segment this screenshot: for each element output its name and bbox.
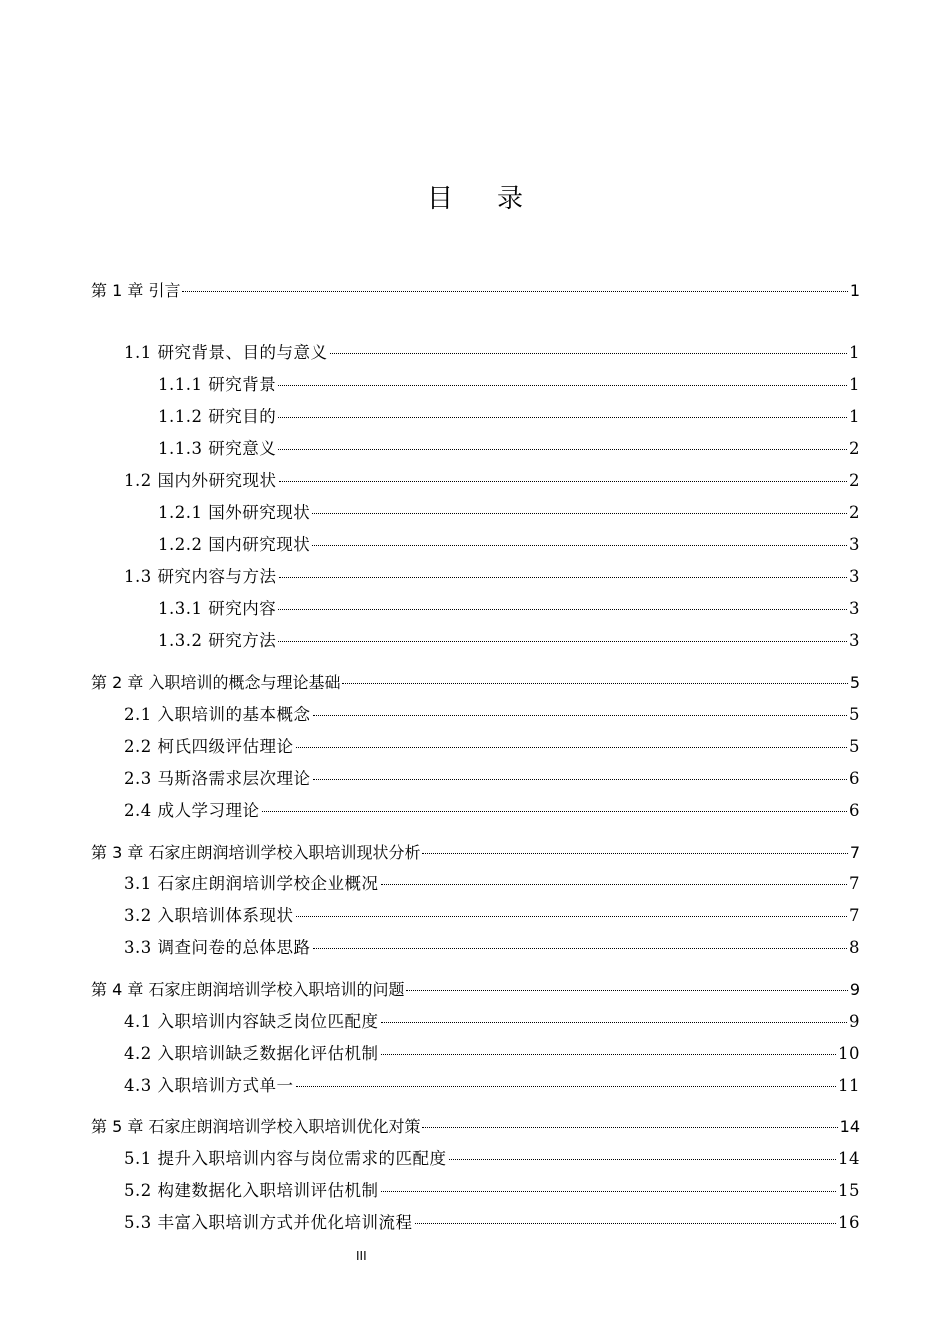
toc-entry-page: 15 bbox=[838, 1181, 860, 1200]
toc-entry-page: 1 bbox=[849, 407, 860, 426]
toc-entry-label: 3.3 调查问卷的总体思路 bbox=[124, 938, 311, 957]
dot-leader bbox=[278, 608, 847, 610]
toc-entry[interactable] bbox=[91, 279, 860, 303]
dot-leader bbox=[381, 1053, 837, 1055]
dot-leader bbox=[422, 1126, 837, 1128]
toc-entry-page: 10 bbox=[838, 1044, 860, 1063]
toc-entry-label: 5.1 提升入职培训内容与岗位需求的匹配度 bbox=[124, 1149, 447, 1168]
dot-leader bbox=[278, 384, 847, 386]
toc-entry[interactable] bbox=[158, 597, 860, 621]
dot-leader bbox=[313, 778, 848, 780]
toc-entry-label: 第 3 章 石家庄朗润培训学校入职培训现状分析 bbox=[91, 843, 421, 862]
toc-entry-label: 1.1.3 研究意义 bbox=[158, 439, 277, 458]
toc-entry-page: 2 bbox=[849, 503, 860, 522]
dot-leader bbox=[381, 883, 848, 885]
toc-entry-label: 2.2 柯氏四级评估理论 bbox=[124, 737, 294, 756]
toc-entry[interactable] bbox=[124, 703, 860, 727]
toc-entry-page: 3 bbox=[849, 567, 860, 586]
toc-entry-page: 2 bbox=[849, 439, 860, 458]
toc-entry[interactable] bbox=[158, 373, 860, 397]
toc-entry-label: 1.2 国内外研究现状 bbox=[124, 471, 277, 490]
toc-entry[interactable] bbox=[124, 1010, 860, 1034]
toc-entry-page: 6 bbox=[849, 801, 860, 820]
dot-leader bbox=[312, 544, 847, 546]
dot-leader bbox=[278, 448, 847, 450]
toc-entry-page: 1 bbox=[849, 375, 860, 394]
toc-entry-page: 7 bbox=[849, 843, 860, 862]
toc-entry[interactable] bbox=[91, 671, 860, 695]
toc-entry-page: 16 bbox=[838, 1213, 860, 1232]
toc-entry-page: 14 bbox=[839, 1117, 860, 1136]
toc-entry-label: 4.2 入职培训缺乏数据化评估机制 bbox=[124, 1044, 379, 1063]
dot-leader bbox=[415, 1222, 837, 1224]
toc-entry-page: 3 bbox=[849, 631, 860, 650]
dot-leader bbox=[381, 1190, 837, 1192]
dot-leader bbox=[449, 1158, 837, 1160]
toc-entry[interactable] bbox=[91, 1115, 860, 1139]
toc-entry-page: 3 bbox=[849, 599, 860, 618]
toc-entry-page: 14 bbox=[838, 1149, 860, 1168]
dot-leader bbox=[278, 416, 847, 418]
dot-leader bbox=[296, 1085, 837, 1087]
toc-entry-page: 5 bbox=[849, 673, 860, 692]
toc-entry[interactable] bbox=[124, 1211, 860, 1235]
dot-leader bbox=[312, 512, 847, 514]
toc-entry[interactable] bbox=[158, 533, 860, 557]
toc-entry-label: 2.1 入职培训的基本概念 bbox=[124, 705, 311, 724]
dot-leader bbox=[182, 290, 847, 292]
toc-entry[interactable] bbox=[158, 437, 860, 461]
toc-entry-page: 6 bbox=[849, 769, 860, 788]
toc-entry-label: 4.3 入职培训方式单一 bbox=[124, 1076, 294, 1095]
toc-entry-label: 第 1 章 引言 bbox=[91, 281, 181, 300]
toc-entry-label: 1.3.2 研究方法 bbox=[158, 631, 277, 650]
dot-leader bbox=[313, 947, 848, 949]
toc-entry-label: 5.3 丰富入职培训方式并优化培训流程 bbox=[124, 1213, 413, 1232]
page-number: III bbox=[356, 1249, 367, 1263]
toc-entry[interactable] bbox=[158, 501, 860, 525]
toc-entry[interactable] bbox=[158, 629, 860, 653]
toc-entry[interactable] bbox=[124, 936, 860, 960]
toc-entry-label: 第 5 章 石家庄朗润培训学校入职培训优化对策 bbox=[91, 1117, 421, 1136]
toc-entry-label: 2.4 成人学习理论 bbox=[124, 801, 260, 820]
toc-entry-label: 1.2.1 国外研究现状 bbox=[158, 503, 311, 522]
toc-entry-label: 第 4 章 石家庄朗润培训学校入职培训的问题 bbox=[91, 980, 405, 999]
toc-entry-page: 3 bbox=[849, 535, 860, 554]
toc-entry-label: 3.2 入职培训体系现状 bbox=[124, 906, 294, 925]
toc-entry-label: 1.2.2 国内研究现状 bbox=[158, 535, 311, 554]
toc-entry-page: 7 bbox=[849, 906, 860, 925]
toc-entry[interactable] bbox=[124, 565, 860, 589]
toc-entry-page: 2 bbox=[849, 471, 860, 490]
dot-leader bbox=[279, 576, 848, 578]
toc-entry[interactable] bbox=[124, 469, 860, 493]
toc-entry-label: 第 2 章 入职培训的概念与理论基础 bbox=[91, 673, 341, 692]
dot-leader bbox=[279, 480, 848, 482]
toc-entry-label: 1.1 研究背景、目的与意义 bbox=[124, 343, 328, 362]
toc-entry-label: 5.2 构建数据化入职培训评估机制 bbox=[124, 1181, 379, 1200]
toc-entry-label: 2.3 马斯洛需求层次理论 bbox=[124, 769, 311, 788]
dot-leader bbox=[406, 989, 847, 991]
toc-entry[interactable] bbox=[124, 767, 860, 791]
toc-entry-label: 1.1.2 研究目的 bbox=[158, 407, 277, 426]
toc-entry[interactable] bbox=[124, 904, 860, 928]
toc-entry[interactable] bbox=[124, 1074, 860, 1098]
toc-entry[interactable] bbox=[91, 841, 860, 865]
toc-entry-label: 3.1 石家庄朗润培训学校企业概况 bbox=[124, 874, 379, 893]
toc-entry-page: 8 bbox=[849, 938, 860, 957]
toc-entry[interactable] bbox=[158, 405, 860, 429]
toc-entry-label: 1.3.1 研究内容 bbox=[158, 599, 277, 618]
dot-leader bbox=[278, 640, 847, 642]
toc-entry[interactable] bbox=[91, 978, 860, 1002]
toc-entry-page: 1 bbox=[849, 343, 860, 362]
toc-entry[interactable] bbox=[124, 799, 860, 823]
toc-entry-page: 7 bbox=[849, 874, 860, 893]
dot-leader bbox=[313, 714, 848, 716]
toc-entry[interactable] bbox=[124, 1179, 860, 1203]
toc-entry-label: 4.1 入职培训内容缺乏岗位匹配度 bbox=[124, 1012, 379, 1031]
toc-entry-page: 9 bbox=[849, 1012, 860, 1031]
toc-entry-page: 9 bbox=[849, 980, 860, 999]
toc-entry[interactable] bbox=[124, 872, 860, 896]
toc-entry-page: 5 bbox=[849, 705, 860, 724]
dot-leader bbox=[330, 352, 848, 354]
toc-title: 目录 bbox=[426, 184, 567, 214]
dot-leader bbox=[422, 852, 847, 854]
dot-leader bbox=[381, 1021, 848, 1023]
toc-entry[interactable] bbox=[124, 1147, 860, 1171]
toc-entry[interactable] bbox=[124, 341, 860, 365]
toc-entry-label: 1.1.1 研究背景 bbox=[158, 375, 277, 394]
toc-entry[interactable] bbox=[124, 1042, 860, 1066]
toc-entry[interactable] bbox=[124, 735, 860, 759]
dot-leader bbox=[296, 915, 848, 917]
dot-leader bbox=[296, 746, 848, 748]
toc-entry-label: 1.3 研究内容与方法 bbox=[124, 567, 277, 586]
dot-leader bbox=[342, 682, 847, 684]
dot-leader bbox=[262, 810, 848, 812]
toc-entry-page: 11 bbox=[838, 1076, 860, 1095]
toc-entry-page: 1 bbox=[849, 281, 860, 300]
toc-entry-page: 5 bbox=[849, 737, 860, 756]
